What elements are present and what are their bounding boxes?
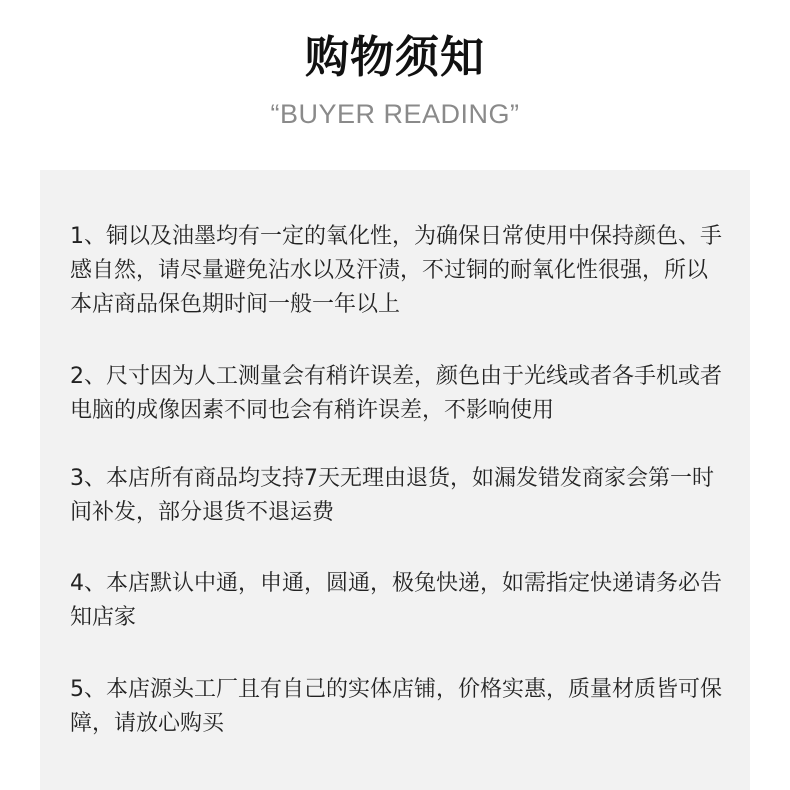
notice-item: 5、本店源头工厂且有自己的实体店铺，价格实惠，质量材质皆可保障，请放心购买 — [70, 677, 722, 736]
notice-item: 3、本店所有商品均支持7天无理由退货，如漏发错发商家会第一时间补发，部分退货不退运费 — [70, 466, 714, 525]
page-title: 购物须知 — [305, 32, 485, 83]
notice-item: 4、本店默认中通，申通，圆通，极兔快递，如需指定快递请务必告知店家 — [70, 571, 722, 630]
notice-item: 2、尺寸因为人工测量会有稍许误差，颜色由于光线或者各手机或者电脑的成像因素不同也会有稍许误差，不影响使用 — [70, 364, 722, 423]
notice-item: 1、铜以及油墨均有一定的氧化性，为确保日常使用中保持颜色、手感自然，请尽量避免沾水以及汗渍，不过铜的耐氧化性很强，所以本店商品保色期时间一般一年以上 — [70, 224, 722, 317]
page-subtitle: “BUYER READING” — [270, 99, 520, 129]
notice-panel — [40, 170, 750, 790]
